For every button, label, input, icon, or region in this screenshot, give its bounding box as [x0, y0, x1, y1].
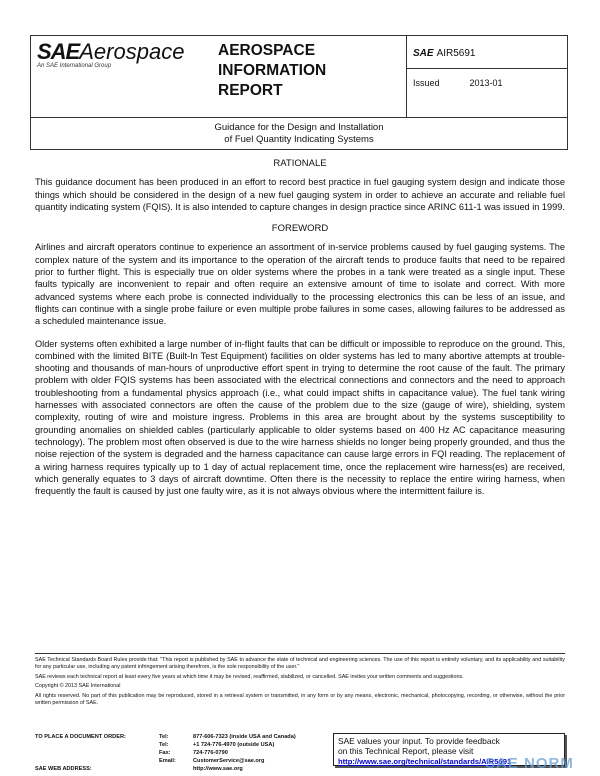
document-header [30, 35, 568, 150]
report-type [218, 41, 326, 101]
issued-date [413, 78, 503, 88]
divider [406, 36, 407, 117]
logo-subtitle: An SAE International Group [37, 63, 112, 69]
report-type-line: INFORMATION [218, 62, 327, 79]
contact-label: Email: [159, 758, 176, 764]
doc-number-value: AIR5691 [436, 48, 476, 59]
feedback-link[interactable]: http://www.sae.org/technical/standards/AIR5691 [338, 757, 512, 766]
paragraph: This guidance document has been produced in an effort to record best practice in fuel gauging system design and indicate those things which should be considered in the design of a new fuel gauging system in order to achieve an accurate and reliable fuel quantity indicating system (FQIS). It is also intended to capture changes in design practice since ARINC 611-1 was issued in 1999. [35, 177, 565, 212]
logo-word: Aerospace [79, 39, 185, 64]
report-type-line: REPORT [218, 82, 283, 99]
contact-value: 724-776-0790 [193, 750, 228, 756]
sae-aerospace-logo [37, 39, 184, 65]
issued-label: Issued [413, 78, 440, 88]
contact-label: Tel: [159, 742, 169, 748]
sae-mark: SAE [413, 48, 434, 59]
title-line: Guidance for the Design and Installation [214, 122, 384, 133]
footer-text: All rights reserved. No part of this publication may be reproduced, stored in a retrieval system or transmitted, in any form or by any means, electronic, mechanical, photocopying, recording, or otherwise, without the prior written permission of SAE. [35, 692, 565, 706]
footer-text: SAE reviews each technical report at least every five years at which time it may be revised, reaffirmed, stabilized, or cancelled. SAE invites your written comments and suggestions. [35, 673, 464, 680]
section-heading-foreword: FOREWORD [271, 223, 329, 235]
email-link[interactable]: CustomerService@sae.org [193, 758, 265, 764]
contact-label: Fax: [159, 750, 171, 756]
paragraph: Airlines and aircraft operators continue to experience an assortment of in-service problems caused by fuel gauging systems. The complex nature of the system and its importance to the operation of the aircraft tends to produce faults that need to be repaired prior to further flight. This is especially true on older systems where the probes in a tank were treated as a single input. These faults typically are inconvenient to repair and often require an extensive amount of time to isolate and correct. With more advanced systems where each probe is connected individually to the processing electronics this can be less of an issue, and flights can continue with a single probe failure or even multiple probe failures in some cases, allowing failures to be addressed as a scheduled maintenance issue. [35, 242, 565, 327]
title-line: of Fuel Quantity Indicating Systems [224, 134, 374, 145]
feedback-text: on this Technical Report, please visit [338, 746, 474, 756]
logo-brand: SAE [37, 39, 80, 64]
copyright: Copyright © 2013 SAE International [35, 683, 121, 689]
web-address-link[interactable]: http://www.sae.org [193, 766, 243, 772]
contact-value: +1 724-776-4970 (outside USA) [193, 742, 275, 748]
contact-label: Tel: [159, 734, 169, 740]
document-number [413, 48, 475, 59]
document-title [31, 122, 567, 146]
web-label: SAE WEB ADDRESS: [35, 766, 92, 772]
feedback-text: SAE values your input. To provide feedback [338, 736, 500, 746]
section-heading-rationale: RATIONALE [273, 158, 327, 169]
divider [31, 117, 567, 118]
legal-footer [35, 653, 565, 709]
document-body [35, 158, 565, 507]
paragraph: Older systems often exhibited a large number of in-flight faults that can be difficult or impossible to reproduce on the ground. This, combined with the limited BITE (Built-In Test Equipment) facilities on older systems has led to many abortive attempts at trouble-shooting and thousands of man-hours of unproductive effort spent in trying to determine the root cause of the fault. The primary problem with older FQIS systems has been associated with the electrical connections and connectors and the need to approach troubleshooting from a fundamental physics approach (i.e., what could impact shifts in capacitance value). The fuel tank wiring harnesses with associated connectors are often the cause of the problem due to the size (gauge of wire), shielding, system complexity, routing of wire and moisture ingress. Problems in this area are brought about by the systems susceptibility to grounding anomalies on shielded cables (particularly applicable to older systems based on 400 Hz AC capacitance measuring technology). The problem most often observed is due to the wire harness shields no longer being properly grounded, and thus the noise rejection of the system is degraded and the harness capacitance can cause large errors in FQI reading. The replacement of a wiring harness requires typically up to 1 day of actual replacement time, once the replacement wire harness(es) are received, which generally equates to 3 days of aircraft downtime. Often there is the necessity to replace the entire wiring harness, when frequently the fault is caused by just one faulty wire, as it is not always obvious where the intermittent failure is. [35, 338, 565, 497]
report-type-line: AEROSPACE [218, 42, 316, 59]
order-label: TO PLACE A DOCUMENT ORDER: [35, 734, 126, 740]
footer-text: SAE Technical Standards Board Rules provide that: "This report is published by SAE to advance the state of technical and engineering sciences. The use of this report is entirely voluntary, and its applicability and suitability for any particular use, including any patent infringement arising therefrom, is the sole responsibility of the user." [35, 657, 565, 670]
watermark: SAE NORM [485, 755, 574, 772]
contact-value: 877-606-7323 (inside USA and Canada) [193, 734, 296, 740]
divider [406, 68, 567, 69]
issued-value: 2013-01 [469, 78, 503, 88]
